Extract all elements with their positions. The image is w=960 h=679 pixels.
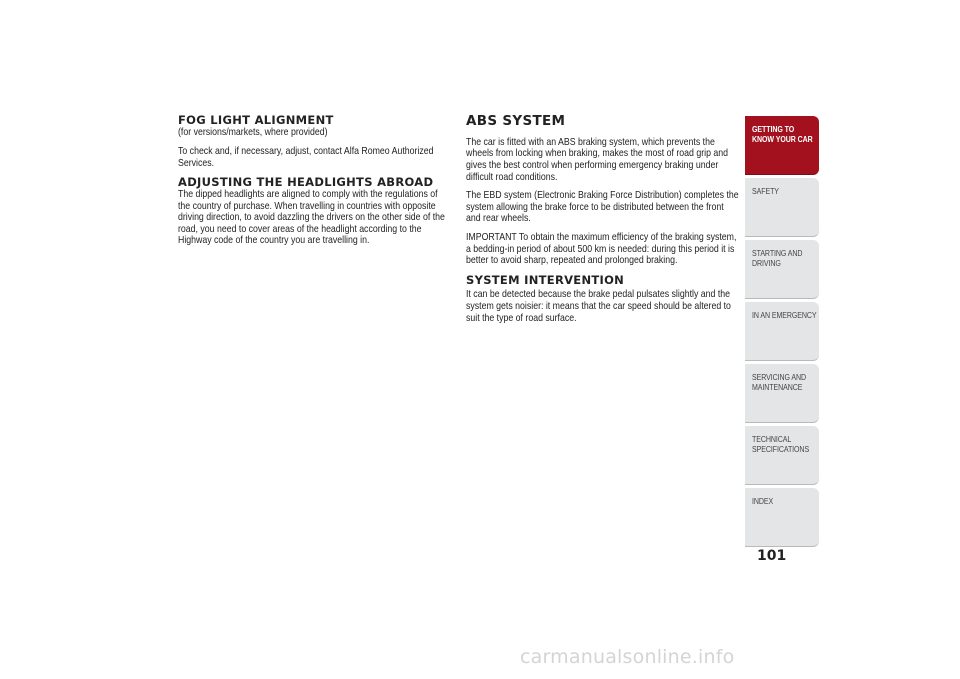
left-column — [178, 114, 448, 254]
tab-label: SAFETY — [752, 186, 779, 196]
tab-label: INDEX — [752, 496, 774, 506]
tab-label: STARTING AND DRIVING — [752, 248, 803, 268]
tab-in-an-emergency[interactable] — [745, 302, 819, 361]
tab-label: SERVICING AND MAINTENANCE — [752, 372, 807, 392]
fog-light-subtitle: (for versions/markets, where provided) — [178, 126, 328, 138]
fog-light-text: To check and, if necessary, adjust, contact Alfa Romeo Authorized Services. — [178, 146, 434, 169]
tab-safety[interactable] — [745, 178, 819, 237]
abs-text-1: The car is fitted with an ABS braking system, which prevents the wheels from locking when braking, makes the most of road grip and gives the best control when performing emergency braking under difficult road conditions. — [466, 136, 729, 183]
tab-servicing-and-maintenance[interactable] — [745, 364, 819, 423]
right-column — [466, 114, 740, 331]
adjusting-headlights-text: The dipped headlights are aligned to comply with the regulations of the country of purchase. When travelling in countries with opposite driving direction, to avoid dazzling the drivers on the other side of the road, you need to cover areas of the headlight according to the Highway code of the country you are travelling in. — [178, 189, 445, 247]
system-intervention-heading: SYSTEM INTERVENTION — [466, 272, 625, 287]
adjusting-headlights-heading: ADJUSTING THE HEADLIGHTS ABROAD — [178, 175, 434, 190]
abs-important: IMPORTANT To obtain the maximum efficiency of the braking system, a bedding-in period of about 500 km is needed: during this period it is better to avoid sharp, repeated and prolonged braking. — [466, 232, 737, 267]
tab-technical-specifications[interactable] — [745, 426, 819, 485]
tab-starting-and-driving[interactable] — [745, 240, 819, 299]
page-number: 101 — [757, 548, 787, 564]
section-tabs — [745, 116, 819, 550]
tab-label: GETTING TO KNOW YOUR CAR — [752, 124, 813, 144]
tab-label: TECHNICAL SPECIFICATIONS — [752, 434, 810, 454]
abs-system-heading: ABS SYSTEM — [466, 113, 566, 129]
tab-label: IN AN EMERGENCY — [752, 310, 817, 320]
tab-index[interactable] — [745, 488, 819, 547]
abs-text-2: The EBD system (Electronic Braking Force Distribution) completes the system allowing the brake force to be distributed between the front and rear wheels. — [466, 190, 739, 225]
fog-light-alignment-heading: FOG LIGHT ALIGNMENT — [178, 113, 334, 127]
tab-getting-to-know-your-car[interactable] — [745, 116, 819, 175]
watermark: carmanualsonline.info — [520, 646, 735, 668]
system-intervention-text: It can be detected because the brake pedal pulsates slightly and the system gets noisier: it means that the car speed should be altered to suit the type of road surface. — [466, 289, 731, 324]
